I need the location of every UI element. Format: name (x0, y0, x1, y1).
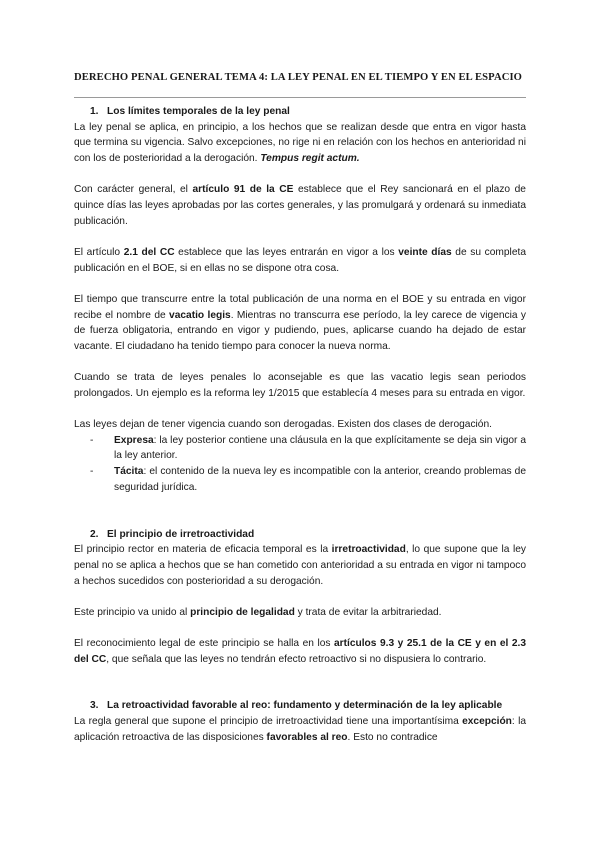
paragraph-text: , lo que supone que la ley penal no se aplica a hechos que se han cometido con anterioridad a su entrada en vigor ni tampoco a hechos sucedidos con posterioridad a su derogación. (74, 544, 526, 587)
derogation-types-list (74, 433, 526, 496)
paragraph-text: La ley penal se aplica, en principio, a los hechos que se realizan desde que entra en vigor hasta que termina su vigencia. Salvo excepciones, no rige ni en relación con los hechos en anterioridad ni con los de posterioridad a la derogación. (74, 121, 526, 165)
bold-term: veinte días (398, 246, 452, 258)
paragraph-text: El artículo (74, 246, 124, 258)
bold-reference: artículo 91 de la CE (192, 184, 294, 196)
section-2-heading (74, 527, 526, 543)
section-1-number: 1. (90, 106, 99, 117)
paragraph-text: Este principio va unido al (74, 606, 191, 618)
list-item-term: Expresa (114, 434, 154, 446)
paragraph-text: establece que las leyes entrarán en vigor a los (174, 246, 399, 258)
dash-bullet: - (90, 434, 94, 446)
list-item (90, 433, 526, 464)
title-divider (74, 97, 526, 98)
section-3-paragraph-1 (74, 714, 526, 745)
paragraph-text: El principio rector en materia de eficacia temporal es la (74, 544, 332, 556)
document-title: DERECHO PENAL GENERAL TEMA 4: LA LEY PENAL EN EL TIEMPO Y EN EL ESPACIO (74, 72, 523, 83)
section-1-heading-text: Los límites temporales de la ley penal (107, 106, 290, 117)
section-1-paragraph-6: Las leyes dejan de tener vigencia cuando son derogadas. Existen dos clases de derogación. (74, 419, 492, 431)
paragraph-text: : la aplicación retroactiva de las disposiciones (74, 716, 526, 743)
section-2-paragraph-2 (74, 605, 526, 621)
list-item (90, 464, 526, 495)
bold-term: vacatio legis (169, 309, 231, 321)
document-body (74, 104, 526, 746)
section-1-paragraph-3 (74, 245, 526, 276)
section-1-paragraph-2 (74, 182, 526, 229)
section-2-paragraph-3 (74, 636, 526, 667)
section-1-heading (74, 104, 526, 120)
section-3-heading (74, 698, 526, 714)
bold-term: irretroactividad (331, 544, 406, 556)
list-item-term: Tácita (114, 466, 144, 478)
latin-phrase: Tempus regit actum. (260, 153, 360, 165)
paragraph-text: La regla general que supone el principio de irretroactividad tiene una importantísima (74, 716, 463, 728)
paragraph-text: de su completa publicación en el BOE, si en ellas no se dispone otra cosa. (74, 246, 526, 274)
section-3-heading-text: La retroactividad favorable al reo: fundamento y determinación de la ley aplicable (107, 700, 503, 712)
section-1-paragraph-1 (74, 120, 526, 167)
paragraph-text: . Mientras no transcurra ese período, la ley carece de vigencia y de fuerza obligatoria, entrando en vigor y pudiendo, pues, aplicarse cuando ha dejado de estar vacante. El ciudadano ha tenido tiempo para conocer la nueva norma. (74, 309, 527, 352)
bold-term: principio de legalidad (190, 606, 295, 618)
paragraph-text: establece que el Rey sancionará en el plazo de quince días las leyes aprobadas por las cortes generales, y las promulgará y ordenará su inmediata publicación. (74, 184, 526, 227)
dash-bullet: - (90, 466, 94, 478)
section-2-number: 2. (90, 528, 99, 540)
paragraph-text: , que señala que las leyes no tendrán efecto retroactivo si no dispusiera lo contrario. (106, 653, 487, 665)
section-1-paragraph-5: Cuando se trata de leyes penales lo aconsejable es que las vacatio legis sean periodos prolongados. Un ejemplo es la reforma ley 1/2015 que establecía 4 meses para su entrada en vigor. (74, 372, 526, 399)
bold-term: favorables al reo (266, 731, 348, 743)
paragraph-text: El tiempo que transcurre entre la total publicación de una norma en el BOE y su entrada en vigor recibe el nombre de (74, 293, 526, 321)
list-item-text: : el contenido de la nueva ley es incompatible con la anterior, creando problemas de seguridad jurídica. (114, 466, 526, 493)
bold-term: excepción (462, 716, 512, 728)
section-1-paragraph-4 (74, 292, 526, 355)
paragraph-text: y trata de evitar la arbitrariedad. (294, 606, 442, 618)
paragraph-text: El reconocimiento legal de este principio se halla en los (74, 638, 334, 650)
paragraph-text: . Esto no contradice (347, 731, 438, 743)
section-3-number: 3. (90, 700, 99, 712)
paragraph-text: Con carácter general, el (74, 184, 193, 196)
section-2-paragraph-1 (74, 542, 526, 589)
bold-reference: artículos 9.3 y 25.1 de la CE y en el 2.3 del CC (74, 638, 526, 665)
list-item-text: : la ley posterior contiene una cláusula en la que explícitamente se deja sin vigor a la ley anterior. (114, 434, 526, 462)
section-2-heading-text: El principio de irretroactividad (107, 528, 255, 540)
bold-reference: 2.1 del CC (123, 246, 175, 258)
